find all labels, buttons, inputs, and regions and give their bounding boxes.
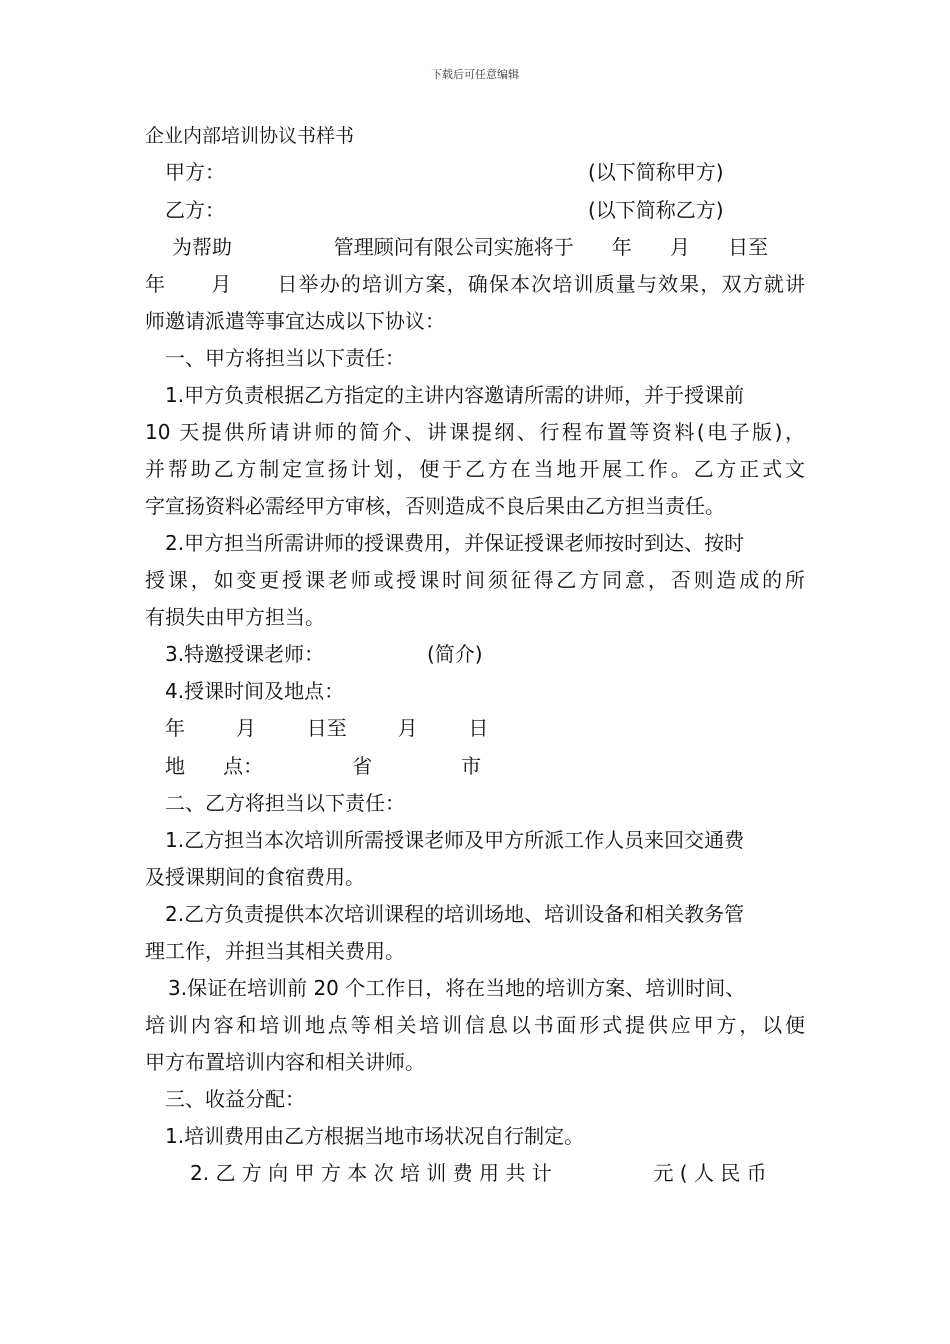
party-a-note: (以下简称甲方) <box>588 160 724 184</box>
clause-text: 及授课期间的食宿费用。 <box>145 865 365 889</box>
clause-text: 字宣扬资料必需经甲方审核，否则造成不良后果由乙方担当责任。 <box>145 494 725 518</box>
party-b-label: 乙方： <box>165 198 225 222</box>
clause-text: 10 天提供所请讲师的简介、讲课提纲、行程布置等资料(电子版)， <box>145 420 805 444</box>
clause-text: 培训内容和培训地点等相关培训信息以书面形式提供应甲方，以便 <box>145 1013 805 1037</box>
intro-line: 为帮助 管理顾问有限公司实施将于 年 月 日至 <box>172 235 769 259</box>
guest-lecturer-note: (简介) <box>427 642 483 666</box>
clause-text: 2. 乙 方 向 甲 方 本 次 培 训 费 用 共 计 元 ( 人 民 币 <box>190 1161 767 1185</box>
page-header: 下载后可任意编辑 <box>431 68 519 81</box>
clause-text: 2.甲方担当所需讲师的授课费用，并保证授课老师按时到达、按时 <box>165 531 745 555</box>
clause-text: 甲方布置培训内容和相关讲师。 <box>145 1050 425 1074</box>
clause-text: 3.保证在培训前 20 个工作日，将在当地的培训方案、培训时间、 <box>168 976 746 1000</box>
section-2-heading: 二、乙方将担当以下责任： <box>165 791 405 815</box>
time-line: 年 月 日至 月 日 <box>165 716 489 740</box>
guest-lecturer-label: 3.特邀授课老师： <box>165 642 325 666</box>
party-b-note: (以下简称乙方) <box>588 198 724 222</box>
intro-line: 师邀请派遣等事宜达成以下协议： <box>145 309 445 333</box>
clause-text: 授课，如变更授课老师或授课时间须征得乙方同意，否则造成的所 <box>145 568 805 592</box>
clause-text: 理工作，并担当其相关费用。 <box>145 939 405 963</box>
clause-text: 1.乙方担当本次培训所需授课老师及甲方所派工作人员来回交通费 <box>165 828 745 852</box>
place-line: 地 点： 省 市 <box>165 754 482 778</box>
clause-text: 有损失由甲方担当。 <box>145 605 325 629</box>
document-title: 企业内部培训协议书样书 <box>145 125 355 147</box>
party-a-label: 甲方： <box>165 160 225 184</box>
time-place-label: 4.授课时间及地点： <box>165 679 345 703</box>
clause-text: 1.培训费用由乙方根据当地市场状况自行制定。 <box>165 1124 585 1148</box>
clause-text: 2.乙方负责提供本次培训课程的培训场地、培训设备和相关教务管 <box>165 902 745 926</box>
clause-text: 1.甲方负责根据乙方指定的主讲内容邀请所需的讲师，并于授课前 <box>165 383 745 407</box>
section-1-heading: 一、甲方将担当以下责任： <box>165 346 405 370</box>
clause-text: 并帮助乙方制定宣扬计划，便于乙方在当地开展工作。乙方正式文 <box>145 457 805 481</box>
intro-line: 年 月 日举办的培训方案，确保本次培训质量与效果，双方就讲 <box>145 272 805 296</box>
section-3-heading: 三、收益分配： <box>165 1087 305 1111</box>
